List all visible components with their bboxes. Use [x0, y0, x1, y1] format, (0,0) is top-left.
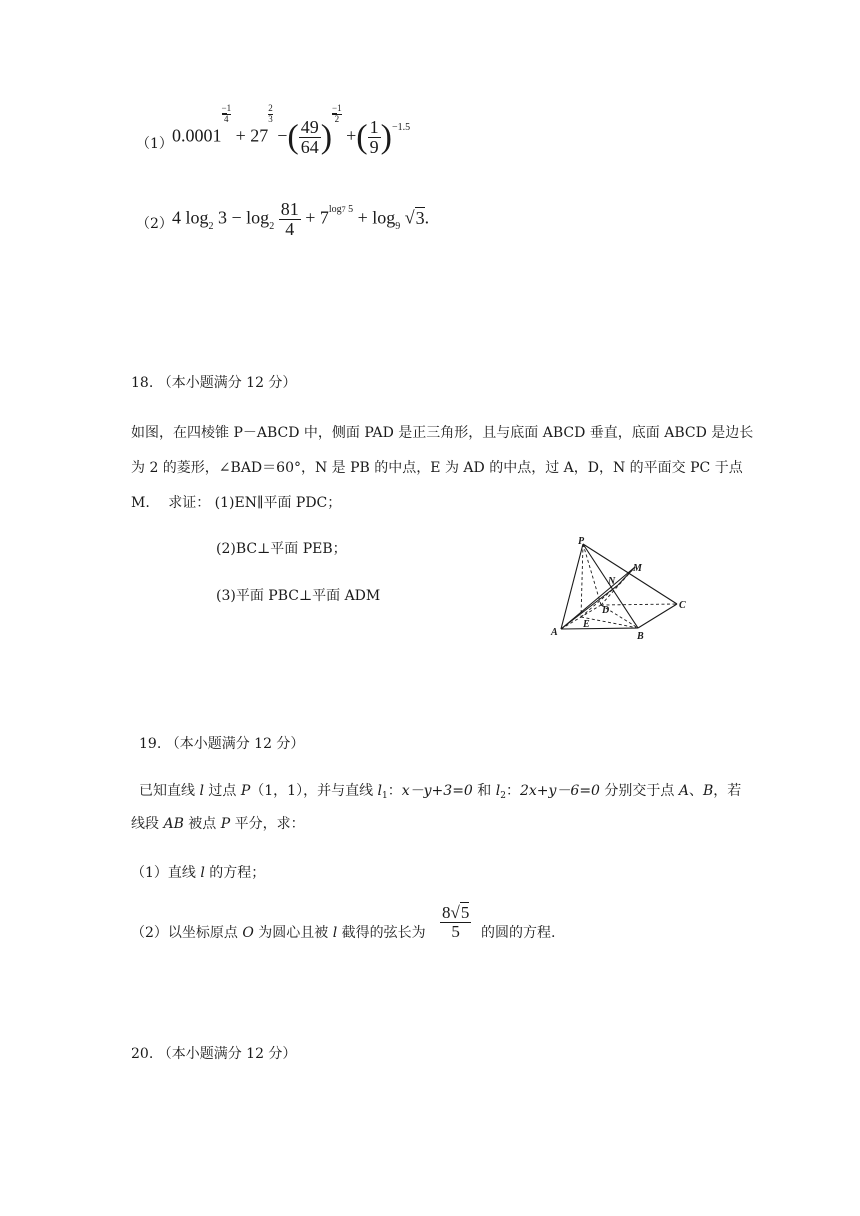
paren: ( — [287, 118, 299, 156]
term: 4 log — [172, 207, 209, 228]
pyramid-figure — [545, 533, 705, 645]
radicand: 3 — [415, 207, 425, 228]
term: + 7 — [300, 207, 329, 228]
operator: + — [235, 125, 246, 146]
edge-pe — [581, 544, 583, 617]
q18-item3: (3)平面 PBC⊥平面 ADM — [216, 588, 381, 604]
edge-pa — [561, 544, 583, 629]
paren: ( — [356, 118, 368, 156]
fraction: $\frac{81}{4}$ — [280, 199, 299, 239]
q18-item2: (2)BC⊥平面 PEB； — [216, 541, 347, 557]
paren: ) — [320, 118, 333, 156]
q19-heading: 19. （本小题满分 12 分） — [139, 736, 305, 752]
q19-text-line2: 线段 AB 被点 P 平分，求： — [131, 816, 305, 832]
term-exponent: $\frac{-1}{4}$ — [221, 103, 232, 124]
subscript: 9 — [395, 220, 401, 232]
q19-chord-length-fraction: $\frac{8√5}{5}$ — [442, 903, 470, 941]
sqrt-symbol: √ — [404, 207, 415, 228]
q19-part1: （1）直线 l 的方程； — [131, 865, 266, 881]
operator: − — [227, 207, 247, 228]
q19-text-line1: 已知直线 l 过点 P（1，1），并与直线 $l_1$：x－y+3=0 和 $l_2$：2x+y－6=0 分别交于点 A、B，若 — [139, 783, 742, 801]
label-b: B — [637, 631, 644, 642]
label-e: E — [583, 619, 590, 630]
term: 3 — [213, 207, 228, 228]
label-p: P — [578, 536, 585, 547]
q17-part1-expression — [172, 103, 411, 157]
edge-ab — [561, 628, 638, 629]
operator: − — [277, 125, 288, 146]
operator: + — [346, 125, 357, 146]
term-exponent: −1.5 — [391, 121, 411, 133]
q17-part1-label: （1） — [136, 136, 173, 152]
edge-pc — [583, 544, 677, 604]
subscript: 2 — [208, 220, 214, 232]
term-exponent: $\frac{-1}{2}$ — [332, 103, 342, 124]
q17-part2-expression — [172, 200, 429, 239]
q20-heading: 20. （本小题满分 12 分） — [131, 1046, 297, 1062]
term: + log — [353, 207, 396, 228]
edge-dc — [601, 604, 677, 605]
label-n: N — [608, 576, 616, 587]
label-a: A — [551, 627, 558, 638]
label-d: D — [602, 605, 610, 616]
q17-part2-label: （2） — [136, 216, 173, 232]
q18-text-line3: M. 求证： (1)EN∥平面 PDC； — [131, 495, 342, 511]
period: . — [424, 207, 430, 228]
label-m: M — [633, 563, 642, 574]
term: log — [246, 207, 270, 228]
edge-am — [561, 567, 635, 629]
term-exponent: $\frac{2}{3}$ — [268, 103, 273, 124]
q18-text-line2: 为 2 的菱形，∠BAD＝60°，N 是 PB 的中点，E 为 AD 的中点，过 A，D，N 的平面交 PC 于点 — [131, 460, 743, 476]
term-base: 27 — [250, 125, 269, 146]
edge-bc — [638, 604, 677, 628]
q18-text-line1: 如图，在四棱锥 P－ABCD 中，侧面 PAD 是正三角形，且与底面 ABCD 垂直，底面 ABCD 是边长 — [131, 425, 754, 441]
subscript: 2 — [269, 220, 275, 232]
superscript: log7 5 — [328, 203, 354, 215]
fraction: $\frac{49}{64}$ — [300, 117, 319, 157]
label-c: C — [679, 600, 686, 611]
fraction: $\frac{1}{9}$ — [369, 117, 379, 157]
q19-part2-end: 的圆的方程. — [481, 925, 556, 941]
term-base: 0.0001 — [172, 125, 222, 146]
q19-part2: （2）以坐标原点 O 为圆心且被 l 截得的弦长为 — [131, 925, 426, 941]
paren: ) — [380, 118, 392, 156]
q18-heading: 18. （本小题满分 12 分） — [131, 375, 297, 391]
